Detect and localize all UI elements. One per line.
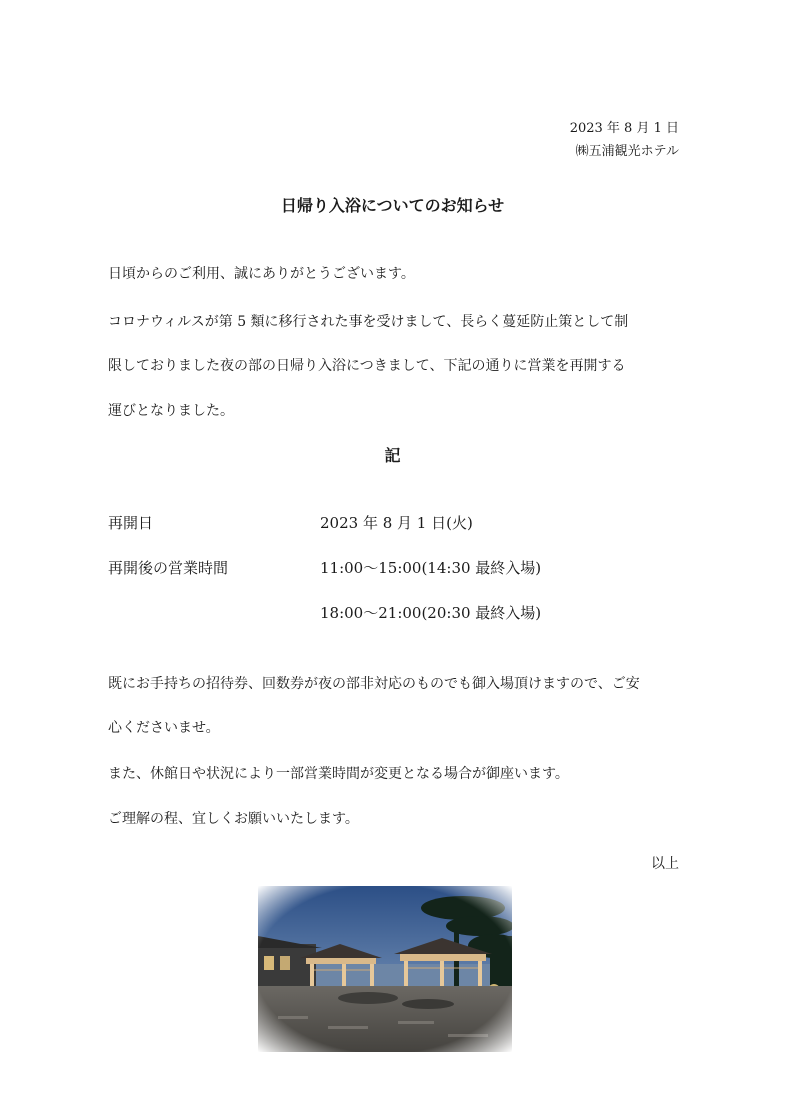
closing-text: 以上 (651, 856, 679, 872)
note-line-3: また、休館日や状況により一部営業時間が変更となる場合が御座います。 (108, 766, 569, 782)
body-line-1: コロナウィルスが第 5 類に移行された事を受けまして、長らく蔓延防止策として制 (108, 314, 629, 330)
notice-title: 日帰り入浴についてのお知らせ (280, 196, 505, 215)
note-line-1: 既にお手持ちの招待券、回数券が夜の部非対応のものでも御入場頂けますので、ご安 (108, 676, 640, 692)
body-line-2: 限しておりました夜の部の日帰り入浴につきまして、下記の通りに営業を再開する (108, 358, 626, 374)
reopen-date-label: 再開日 (108, 514, 154, 532)
ki-heading: 記 (384, 446, 401, 465)
reopen-date-value: 2023 年 8 月 1 日(火) (320, 514, 473, 532)
notice-date: 2023 年 8 月 1 日 (569, 121, 679, 136)
note-line-2: 心くださいませ。 (108, 720, 220, 736)
hours-daytime: 11:00〜15:00(14:30 最終入場) (320, 559, 542, 577)
body-line-3: 運びとなりました。 (108, 403, 234, 419)
company-name: ㈱五浦観光ホテル (575, 144, 679, 159)
onsen-photo (258, 886, 512, 1052)
onsen-illustration (258, 886, 512, 1052)
hours-label: 再開後の営業時間 (108, 559, 229, 577)
greeting-text: 日頃からのご利用、誠にありがとうございます。 (108, 266, 415, 282)
hours-night: 18:00〜21:00(20:30 最終入場) (320, 604, 542, 622)
note-line-4: ご理解の程、宜しくお願いいたします。 (108, 811, 359, 827)
